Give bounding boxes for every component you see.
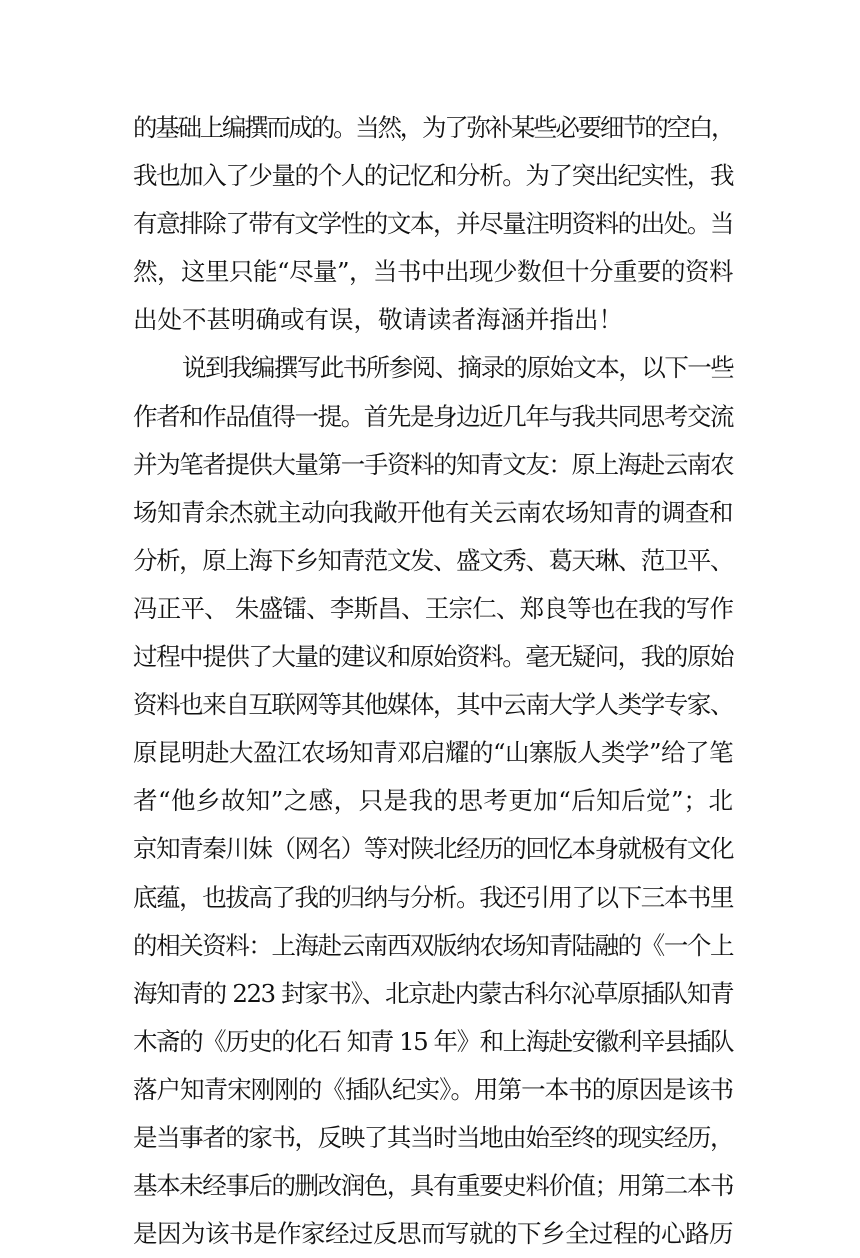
text-line: 有意排除了带有文学性的文本，并尽量注明资料的出处。当 [133,209,733,239]
text-line: 冯正平、 朱盛镭、李斯昌、王宗仁、郑良等也在我的写作 [133,593,733,623]
text-line: 京知青秦川妹（网名）等对陕北经历的回忆本身就极有文化 [133,834,733,864]
text-line: 基本未经事后的删改润色，具有重要史料价值；用第二本书 [133,1171,733,1201]
text-line: 过程中提供了大量的建议和原始资料。毫无疑问，我的原始 [133,642,733,672]
text-line: 木斋的《历史的化石 知青 15 年》和上海赴安徽利辛县插队 [133,1026,733,1056]
text-line: 海知青的 223 封家书》、北京赴内蒙古科尔沁草原插队知青 [133,978,733,1008]
text-line: 并为笔者提供大量第一手资料的知青文友：原上海赴云南农 [133,449,733,479]
text-line: 落户知青宋刚刚的《插队纪实》。用第一本书的原因是该书 [133,1074,733,1104]
text-line: 说到我编撰写此书所参阅、摘录的原始文本，以下一些 [182,353,733,383]
text-line: 是因为该书是作家经过反思而写就的下乡全过程的心路历 [133,1219,733,1249]
text-line: 是当事者的家书，反映了其当时当地由始至终的现实经历， [133,1122,733,1152]
text-line: 出处不甚明确或有误，敬请读者海涵并指出！ [133,305,623,335]
text-line: 然，这里只能“尽量”，当书中出现少数但十分重要的资料 [133,257,734,287]
text-line: 的相关资料：上海赴云南西双版纳农场知青陆融的《一个上 [133,930,733,960]
text-line: 分析，原上海下乡知青范文发、盛文秀、葛天琳、范卫平、 [133,545,733,575]
text-line: 资料也来自互联网等其他媒体，其中云南大学人类学专家、 [133,690,733,720]
text-line: 底蕴，也拔高了我的归纳与分析。我还引用了以下三本书里 [133,882,733,912]
text-line: 者“他乡故知”之感，只是我的思考更加“后知后觉”；北 [133,786,733,816]
text-line: 作者和作品值得一提。首先是身边近几年与我共同思考交流 [133,401,733,431]
text-line: 场知青余杰就主动向我敞开他有关云南农场知青的调查和 [133,497,733,527]
text-line: 的基础上编撰而成的。当然，为了弥补某些必要细节的空白， [133,113,733,142]
text-line: 我也加入了少量的个人的记忆和分析。为了突出纪实性，我 [133,161,733,191]
body-text [133,104,733,1258]
text-line: 原昆明赴大盈江农场知青邓启耀的“山寨版人类学”给了笔 [133,738,734,768]
